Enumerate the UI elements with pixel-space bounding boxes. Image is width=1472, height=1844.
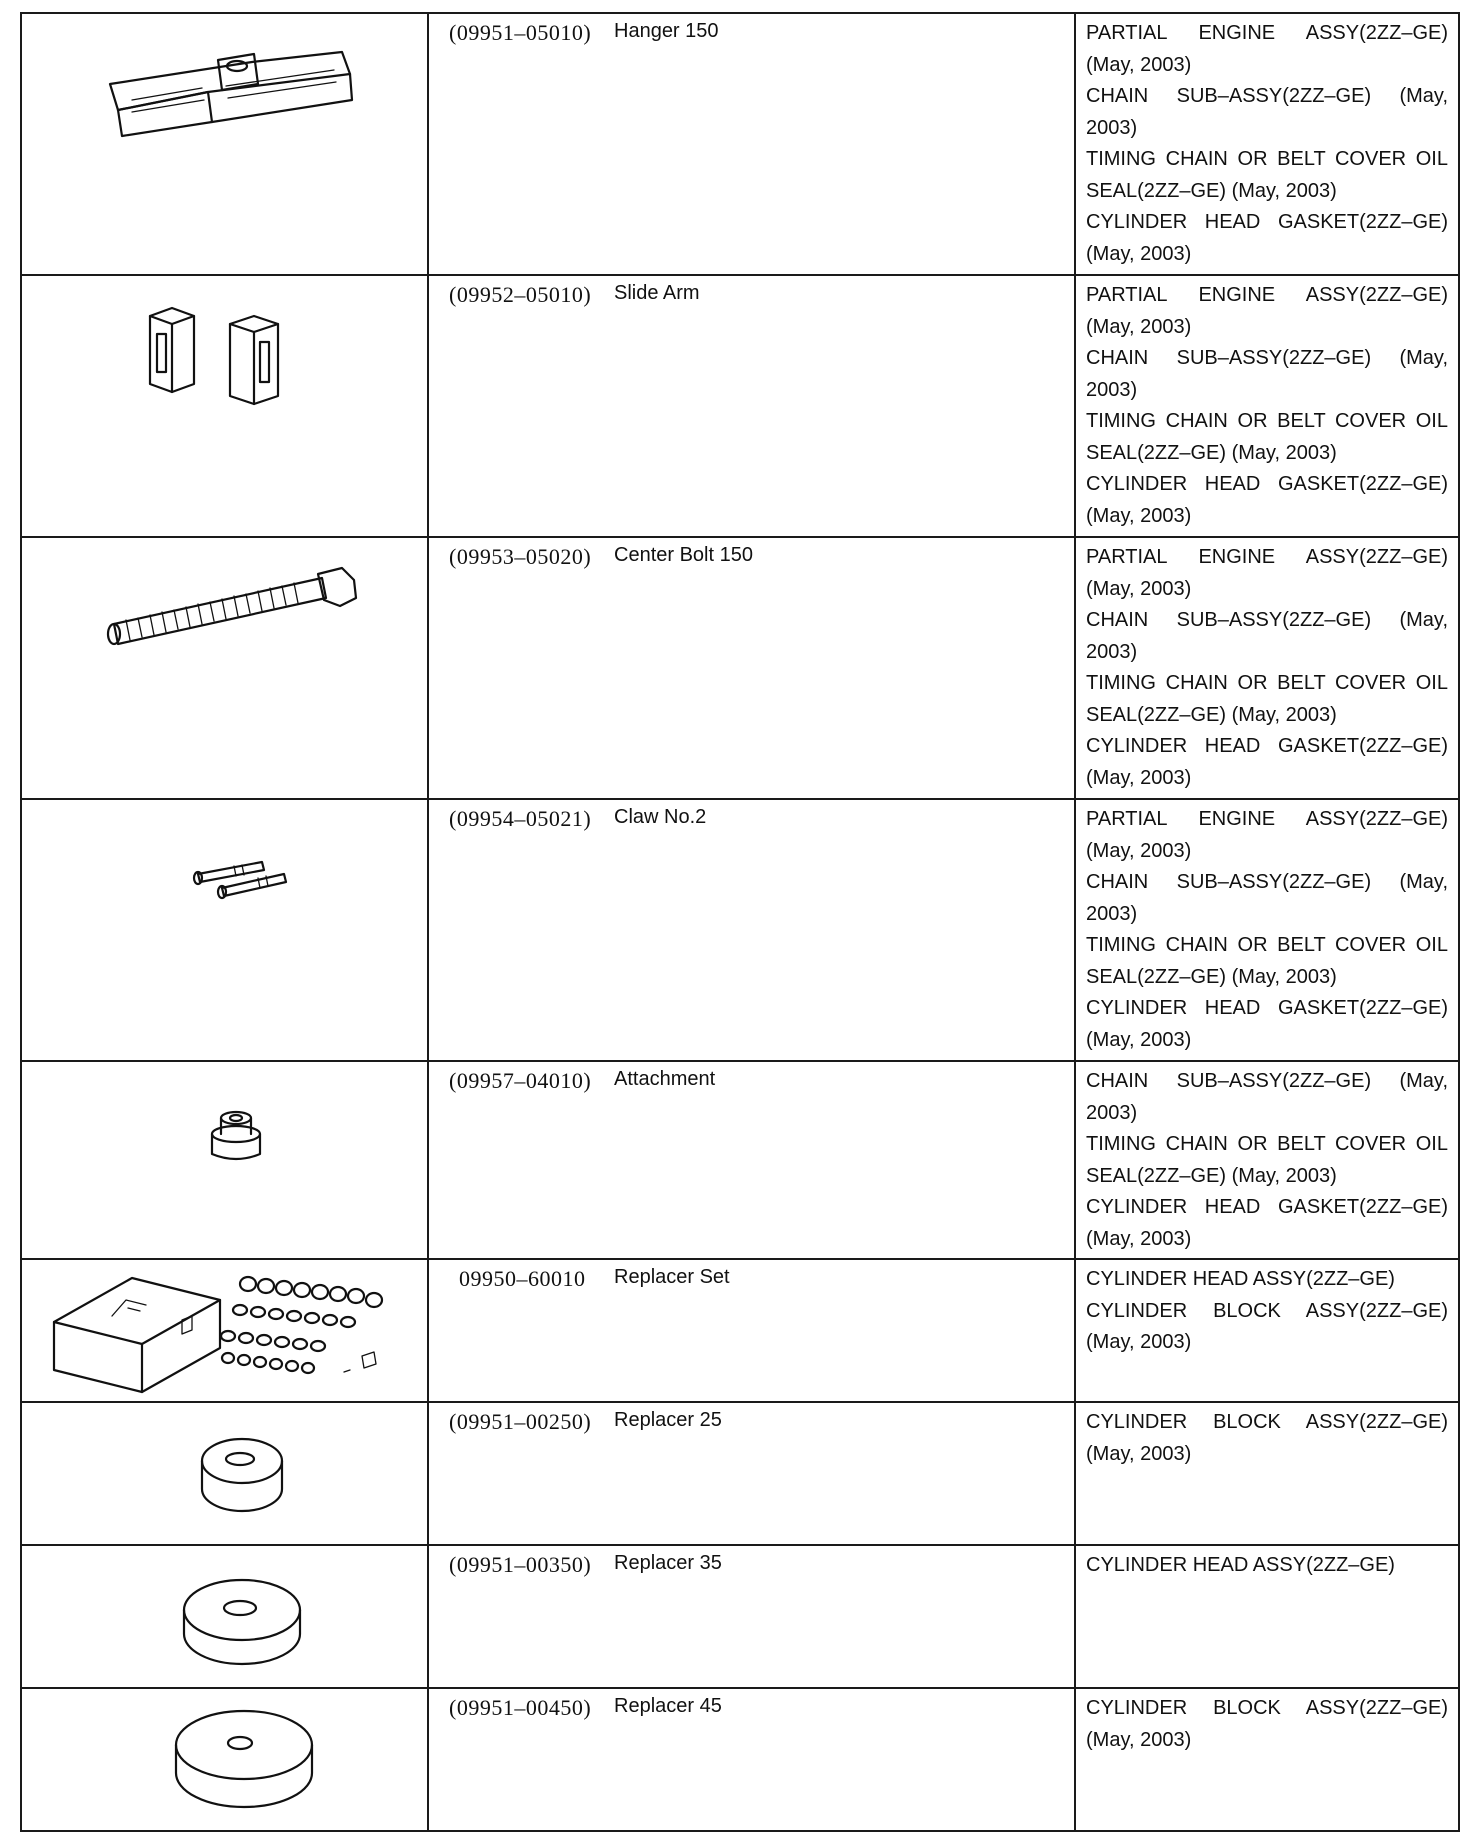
application-line: (May, 2003) — [1086, 1442, 1192, 1465]
application-line: CYLINDER BLOCK ASSY(2ZZ–GE) — [1086, 1411, 1448, 1433]
tool-illustration-cell — [21, 537, 428, 799]
application-line: SEAL(2ZZ–GE) (May, 2003) — [1086, 965, 1337, 988]
part-name: Center Bolt 150 — [614, 544, 753, 566]
application-line: TIMING CHAIN OR BELT COVER OIL — [1086, 672, 1448, 694]
application-line: (May, 2003) — [1086, 766, 1192, 789]
tool-illustration-cell — [21, 1688, 428, 1831]
application-line: (May, 2003) — [1086, 577, 1192, 600]
part-number: (09952–05010) — [449, 282, 592, 307]
part-number: (09951–00450) — [449, 1695, 592, 1720]
application-line: CYLINDER HEAD ASSY(2ZZ–GE) — [1086, 1554, 1395, 1576]
application-line: (May, 2003) — [1086, 839, 1192, 862]
replacer-set-icon — [22, 1260, 427, 1401]
application-line: (May, 2003) — [1086, 1728, 1192, 1751]
part-cell — [428, 537, 1075, 799]
table-row — [21, 13, 1459, 275]
application-line: (May, 2003) — [1086, 504, 1192, 527]
application-cell — [1075, 537, 1459, 799]
application-cell — [1075, 799, 1459, 1061]
application-line: (May, 2003) — [1086, 1331, 1192, 1353]
application-line: PARTIAL ENGINE ASSY(2ZZ–GE) — [1086, 22, 1448, 44]
application-line: PARTIAL ENGINE ASSY(2ZZ–GE) — [1086, 284, 1448, 306]
part-number: (09957–04010) — [449, 1068, 592, 1093]
part-number: (09953–05020) — [449, 544, 592, 569]
application-line: SEAL(2ZZ–GE) (May, 2003) — [1086, 179, 1337, 202]
table-row — [21, 537, 1459, 799]
tool-illustration-cell — [21, 1259, 428, 1402]
part-name: Claw No.2 — [614, 806, 707, 828]
part-cell — [428, 799, 1075, 1061]
part-cell — [428, 275, 1075, 537]
table-row — [21, 1402, 1459, 1545]
application-line: CHAIN SUB–ASSY(2ZZ–GE) (May, — [1086, 347, 1448, 369]
replacer-25-icon — [22, 1403, 427, 1544]
part-name: Attachment — [614, 1068, 716, 1090]
application-line: 2003) — [1086, 116, 1138, 139]
part-name: Replacer 25 — [614, 1409, 722, 1431]
application-line: CYLINDER BLOCK ASSY(2ZZ–GE) — [1086, 1299, 1448, 1322]
table-row — [21, 1545, 1459, 1688]
center-bolt-icon — [22, 538, 427, 798]
application-line: CHAIN SUB–ASSY(2ZZ–GE) (May, — [1086, 1070, 1448, 1092]
part-name: Replacer Set — [614, 1266, 730, 1288]
part-number: (09951–00350) — [449, 1552, 592, 1577]
special-service-tools-table — [20, 12, 1460, 1832]
table-row — [21, 799, 1459, 1061]
table-row — [21, 275, 1459, 537]
part-cell — [428, 1259, 1075, 1402]
application-line: 2003) — [1086, 640, 1138, 663]
table-row — [21, 1688, 1459, 1831]
application-cell — [1075, 1259, 1459, 1402]
application-line: CYLINDER HEAD GASKET(2ZZ–GE) — [1086, 997, 1448, 1019]
table-row — [21, 1259, 1459, 1402]
application-line: PARTIAL ENGINE ASSY(2ZZ–GE) — [1086, 808, 1448, 830]
part-name: Replacer 45 — [614, 1695, 722, 1717]
replacer-45-icon — [22, 1689, 427, 1830]
application-line: CYLINDER HEAD GASKET(2ZZ–GE) — [1086, 735, 1448, 757]
application-cell — [1075, 1402, 1459, 1545]
application-line: TIMING CHAIN OR BELT COVER OIL — [1086, 410, 1448, 432]
application-line: CYLINDER HEAD ASSY(2ZZ–GE) — [1086, 1268, 1395, 1290]
application-line: SEAL(2ZZ–GE) (May, 2003) — [1086, 1164, 1337, 1187]
tool-illustration-cell — [21, 1402, 428, 1545]
part-cell — [428, 1545, 1075, 1688]
tool-illustration-cell — [21, 13, 428, 275]
replacer-35-icon — [22, 1546, 427, 1687]
application-line: CYLINDER HEAD GASKET(2ZZ–GE) — [1086, 473, 1448, 495]
application-line: (May, 2003) — [1086, 53, 1192, 76]
slide-arm-icon — [22, 276, 427, 536]
part-cell — [428, 1061, 1075, 1259]
application-line: CYLINDER HEAD GASKET(2ZZ–GE) — [1086, 1196, 1448, 1218]
application-line: TIMING CHAIN OR BELT COVER OIL — [1086, 148, 1448, 170]
application-line: (May, 2003) — [1086, 1227, 1192, 1250]
tool-illustration-cell — [21, 275, 428, 537]
application-cell — [1075, 1061, 1459, 1259]
application-line: TIMING CHAIN OR BELT COVER OIL — [1086, 1133, 1448, 1155]
part-cell — [428, 1688, 1075, 1831]
application-cell — [1075, 275, 1459, 537]
application-line: PARTIAL ENGINE ASSY(2ZZ–GE) — [1086, 546, 1448, 568]
application-line: CYLINDER BLOCK ASSY(2ZZ–GE) — [1086, 1697, 1448, 1719]
part-name: Slide Arm — [614, 282, 700, 304]
tool-illustration-cell — [21, 1061, 428, 1259]
part-number: (09954–05021) — [449, 806, 592, 831]
application-line: CHAIN SUB–ASSY(2ZZ–GE) (May, — [1086, 871, 1448, 893]
application-line: CHAIN SUB–ASSY(2ZZ–GE) (May, — [1086, 85, 1448, 107]
application-line: 2003) — [1086, 1101, 1138, 1124]
table-row — [21, 1061, 1459, 1259]
part-number: (09951–05010) — [449, 20, 592, 45]
application-line: SEAL(2ZZ–GE) (May, 2003) — [1086, 441, 1337, 464]
part-number: (09951–00250) — [449, 1409, 592, 1434]
attachment-icon — [22, 1062, 427, 1258]
part-cell — [428, 13, 1075, 275]
claw-icon — [22, 800, 427, 1060]
application-cell — [1075, 13, 1459, 275]
tool-illustration-cell — [21, 1545, 428, 1688]
tool-illustration-cell — [21, 799, 428, 1061]
application-line: (May, 2003) — [1086, 1028, 1192, 1051]
part-cell — [428, 1402, 1075, 1545]
part-name: Replacer 35 — [614, 1552, 722, 1574]
part-name: Hanger 150 — [614, 20, 719, 42]
application-line: (May, 2003) — [1086, 242, 1192, 265]
application-line: CYLINDER HEAD GASKET(2ZZ–GE) — [1086, 211, 1448, 233]
application-line: 2003) — [1086, 902, 1138, 925]
application-line: CHAIN SUB–ASSY(2ZZ–GE) (May, — [1086, 609, 1448, 631]
application-line: (May, 2003) — [1086, 315, 1192, 338]
application-line: TIMING CHAIN OR BELT COVER OIL — [1086, 934, 1448, 956]
application-cell — [1075, 1545, 1459, 1688]
application-line: 2003) — [1086, 378, 1138, 401]
hanger-icon — [22, 14, 427, 274]
application-cell — [1075, 1688, 1459, 1831]
part-number: 09950–60010 — [459, 1266, 586, 1291]
application-line: SEAL(2ZZ–GE) (May, 2003) — [1086, 703, 1337, 726]
